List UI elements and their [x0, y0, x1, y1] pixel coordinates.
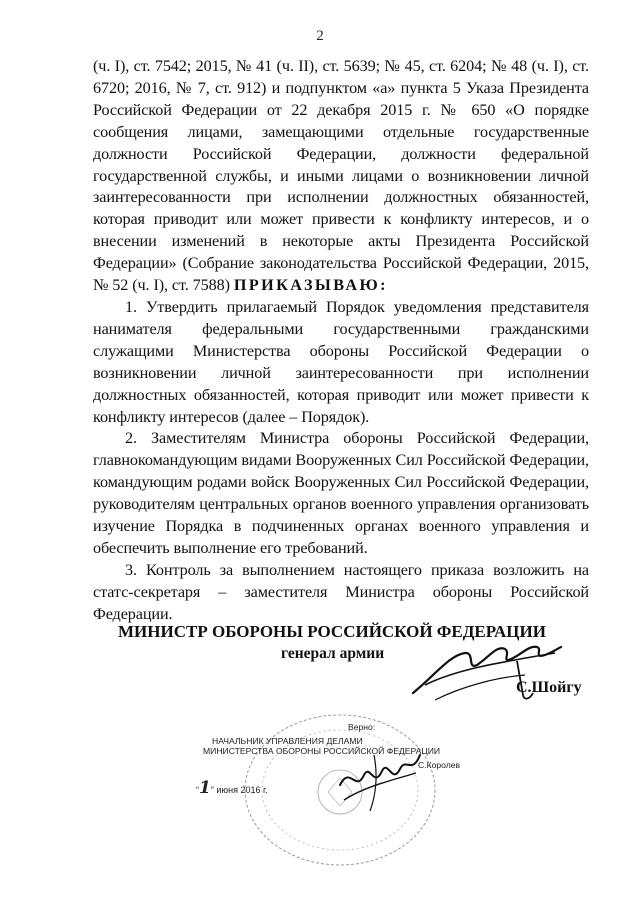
signatory-title: МИНИСТР ОБОРОНЫ РОССИЙСКОЙ ФЕДЕРАЦИИ	[118, 622, 546, 641]
cert-date-rest: ” июня 2016 г.	[210, 785, 268, 795]
paragraph-item-1: 1. Утвердить прилагаемый Порядок уведомления представителя нанимателя федеральными государственными гражданскими служащими Министерства обороны Российской Федерации о возникновении личной заинтересованности при исполнении должностных обязанностей, которая приводит или может привести к конфликту интересов (далее – Порядок).	[93, 297, 589, 426]
cert-signatory-name: С.Королев	[418, 760, 461, 770]
document-body	[93, 56, 589, 626]
signatory-name: С.Шойгу	[516, 679, 582, 696]
certifier-signature	[334, 745, 424, 815]
paragraph-item-3: 3. Контроль за выполнением настоящего приказа возложить на статс-секретаря – заместителя Министра обороны Российской Федерации.	[93, 560, 589, 623]
prikazyvayu-heading: ПРИКАЗЫВАЮ:	[233, 276, 388, 295]
cert-date-day: 1	[199, 778, 211, 798]
paragraph-item-2: 2. Заместителям Министра обороны Российской Федерации, главнокомандующим видами Вооруженных Сил Российской Федерации, командующим родами войск Вооруженных Сил Российской Федерации, руководителям центральных органов военного управления организовать изучение Порядка в подчиненных органах военного управления и обеспечить выполнение его требований.	[93, 429, 589, 557]
cert-position-line2: МИНИСТЕРСТВА ОБОРОНЫ РОССИЙСКОЙ ФЕДЕРАЦИИ	[203, 746, 441, 756]
preamble-text: (ч. I), ст. 7542; 2015, № 41 (ч. II), ст. 5639; № 45, ст. 6204; № 48 (ч. I), ст. 6720; 2016, № 7, ст. 912) и подпунктом «а» пункта 5 Указа Президента Российской Федерации от 22 декабря 2015 г. № 650 «О порядке сообщения лицами, замещающими отдельные государственные должности Российской Федерации, должности федеральной государственной службы, и иными лицами о возникновении личной заинтересованности при исполнении должностных обязанностей, которая приводит или может привести к конфликту интересов, и о внесении изменений в некоторые акты Президента Российской Федерации» (Собрание законодательства Российской Федерации, 2015, № 52 (ч. I), ст. 7588)	[93, 57, 589, 295]
signatory-rank: генерал армии	[281, 645, 385, 662]
cert-date: “1” июня 2016 г.	[196, 778, 268, 798]
page-number: 2	[316, 28, 324, 44]
paragraph-preamble	[93, 56, 589, 297]
cert-verno: Верно:	[348, 722, 376, 732]
cert-position-line1: НАЧАЛЬНИК УПРАВЛЕНИЯ ДЕЛАМИ	[212, 736, 363, 746]
